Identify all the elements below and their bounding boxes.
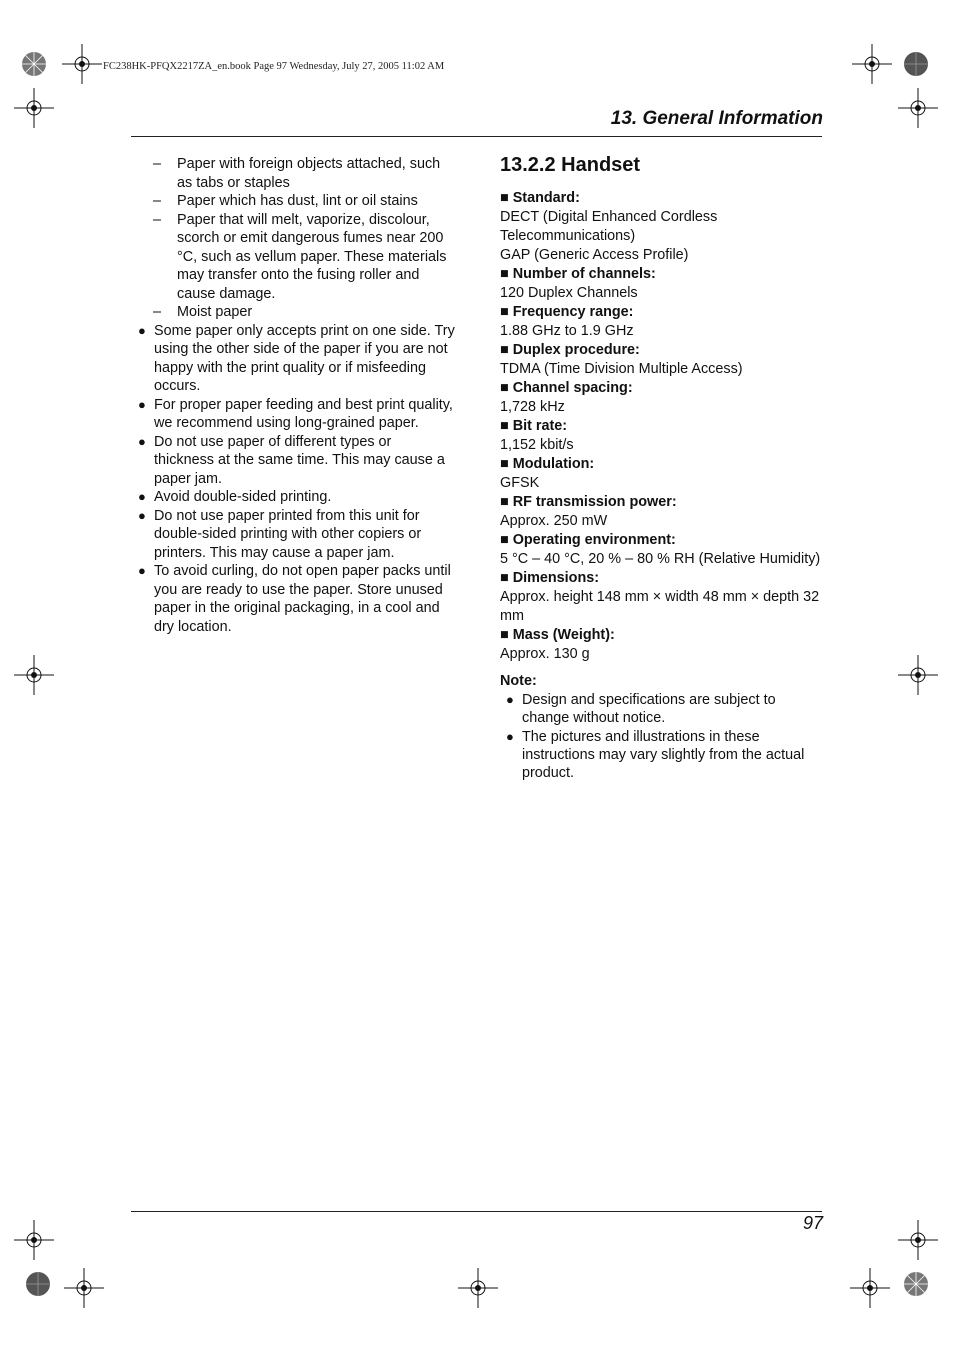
spec-label-text: Dimensions:: [512, 570, 600, 586]
dash-marker: –: [153, 211, 162, 228]
bullet-icon: ●: [506, 692, 514, 707]
crosshair-target-icon: [62, 44, 102, 84]
spec-label: [500, 379, 825, 398]
spec-value: 1,152 kbit/s: [500, 437, 574, 453]
footer-rule: [131, 1211, 822, 1212]
spec-label: [500, 341, 825, 360]
spec-value: GFSK: [500, 475, 540, 491]
square-bullet-icon: ■: [500, 342, 509, 358]
square-bullet-icon: ■: [500, 304, 509, 320]
starburst-icon: [896, 1264, 936, 1304]
bullet-list-item: [137, 488, 455, 507]
spec-value: 1,728 kHz: [500, 399, 565, 415]
left-column: [137, 155, 455, 636]
note-title: Note:: [500, 673, 537, 689]
bullet-icon: ●: [138, 322, 146, 338]
bullet-icon: ●: [138, 396, 146, 412]
bullet-text: Avoid double-sided printing.: [154, 489, 332, 505]
crosshair-target-icon: [14, 88, 54, 128]
header-rule: [131, 136, 822, 137]
square-bullet-icon: ■: [500, 532, 509, 548]
bullet-text: Do not use paper of different types or thickness at the same time. This may cause a paper jam.: [154, 433, 445, 487]
dash-list-item: [137, 192, 455, 211]
dash-list-item: [137, 211, 455, 304]
bullet-list-item: [137, 507, 455, 563]
page-number: 97: [802, 1213, 823, 1233]
spec-value: 5 °C – 40 °C, 20 % – 80 % RH (Relative Humidity): [500, 551, 821, 567]
bullet-list-item: [137, 562, 455, 636]
dash-item-text: Paper which has dust, lint or oil stains: [177, 193, 418, 209]
spec-value: Approx. 130 g: [500, 646, 590, 662]
spec-label-text: Standard:: [512, 190, 580, 206]
spec-label: [500, 569, 825, 588]
bullet-icon: ●: [138, 489, 146, 504]
spec-value: Approx. height 148 mm × width 48 mm × depth 32 mm: [500, 589, 820, 624]
bullet-list-item: [137, 396, 455, 433]
bullet-text: Some paper only accepts print on one side. Try using the other side of the paper if you are not happy with the print quality or if misfeeding occurs.: [154, 322, 455, 394]
spec-label-text: Number of channels:: [512, 266, 656, 282]
book-slug: FC238HK-PFQX2217ZA_en.book Page 97 Wednesday, July 27, 2005 11:02 AM: [103, 61, 445, 72]
spec-label-text: RF transmission power:: [512, 494, 677, 510]
section-title: 13.2.2 Handset: [500, 154, 641, 176]
dash-list-item: [137, 303, 455, 322]
crosshair-target-icon: [64, 1268, 104, 1308]
spec-label-text: Mass (Weight):: [512, 627, 615, 643]
spec-label: [500, 303, 825, 322]
square-bullet-icon: ■: [500, 627, 509, 643]
crosshair-target-icon: [898, 88, 938, 128]
bullet-icon: ●: [506, 728, 514, 744]
spec-label: [500, 265, 825, 284]
spec-label: [500, 417, 825, 436]
starburst-icon: [896, 44, 936, 84]
bullet-text: For proper paper feeding and best print quality, we recommend using long-grained paper.: [154, 396, 453, 431]
spec-value: 1.88 GHz to 1.9 GHz: [500, 323, 634, 339]
spec-label-text: Bit rate:: [512, 418, 568, 434]
spec-value: Approx. 250 mW: [500, 513, 608, 529]
spec-list: [500, 189, 825, 664]
bullet-list-item: [137, 322, 455, 396]
square-bullet-icon: ■: [500, 380, 509, 396]
right-column: [500, 152, 825, 782]
dash-marker: –: [153, 193, 162, 209]
spec-label-text: Operating environment:: [512, 532, 676, 548]
bullet-text: Do not use paper printed from this unit for double-sided printing with other copiers or printers. This may cause a paper jam.: [154, 507, 422, 561]
square-bullet-icon: ■: [500, 456, 509, 472]
bullet-list-item: [137, 433, 455, 489]
bullet-icon: ●: [138, 563, 146, 578]
square-bullet-icon: ■: [500, 418, 509, 434]
bullet-text: To avoid curling, do not open paper packs until you are ready to use the paper. Store unused paper in the original packaging, in a cool and dry location.: [154, 563, 451, 635]
crosshair-target-icon: [458, 1268, 498, 1308]
crosshair-target-icon: [850, 1268, 890, 1308]
spec-label-text: Modulation:: [512, 456, 595, 472]
spec-label: [500, 455, 825, 474]
note-item: [500, 691, 825, 728]
starburst-icon: [14, 44, 54, 84]
spec-label: [500, 531, 825, 550]
spec-value: 120 Duplex Channels: [500, 285, 638, 301]
page-header-title: 13. General Information: [610, 108, 823, 129]
spec-label: [500, 189, 825, 208]
spec-label: [500, 493, 825, 512]
spec-value: DECT (Digital Enhanced Cordless Telecommunications) GAP (Generic Access Profile): [500, 209, 718, 263]
crosshair-target-icon: [14, 655, 54, 695]
dash-marker: –: [153, 156, 162, 172]
crosshair-target-icon: [14, 1220, 54, 1260]
spec-label-text: Duplex procedure:: [512, 342, 640, 358]
note-item-text: The pictures and illustrations in these instructions may vary slightly from the actual product.: [522, 728, 805, 782]
square-bullet-icon: ■: [500, 266, 509, 282]
crosshair-target-icon: [898, 1220, 938, 1260]
dash-item-text: Paper that will melt, vaporize, discolour, scorch or emit dangerous fumes near 200 °C, such as vellum paper. These materials may transfer onto the fusing roller and cause damage.: [177, 211, 447, 302]
starburst-icon: [18, 1264, 58, 1304]
note-item-text: Design and specifications are subject to change without notice.: [522, 692, 776, 727]
dash-item-text: Paper with foreign objects attached, such as tabs or staples: [177, 156, 441, 191]
bullet-icon: ●: [138, 507, 146, 523]
square-bullet-icon: ■: [500, 494, 509, 510]
bullet-icon: ●: [138, 433, 146, 449]
square-bullet-icon: ■: [500, 570, 509, 586]
dash-marker: –: [153, 304, 162, 320]
crosshair-target-icon: [852, 44, 892, 84]
square-bullet-icon: ■: [500, 190, 509, 206]
spec-value: TDMA (Time Division Multiple Access): [500, 361, 743, 377]
dash-list-item: [137, 155, 455, 192]
dash-item-text: Moist paper: [177, 304, 253, 320]
spec-label: [500, 626, 825, 645]
spec-label-text: Channel spacing:: [512, 380, 633, 396]
note-item: [500, 728, 825, 783]
spec-label-text: Frequency range:: [512, 304, 634, 320]
crosshair-target-icon: [898, 655, 938, 695]
